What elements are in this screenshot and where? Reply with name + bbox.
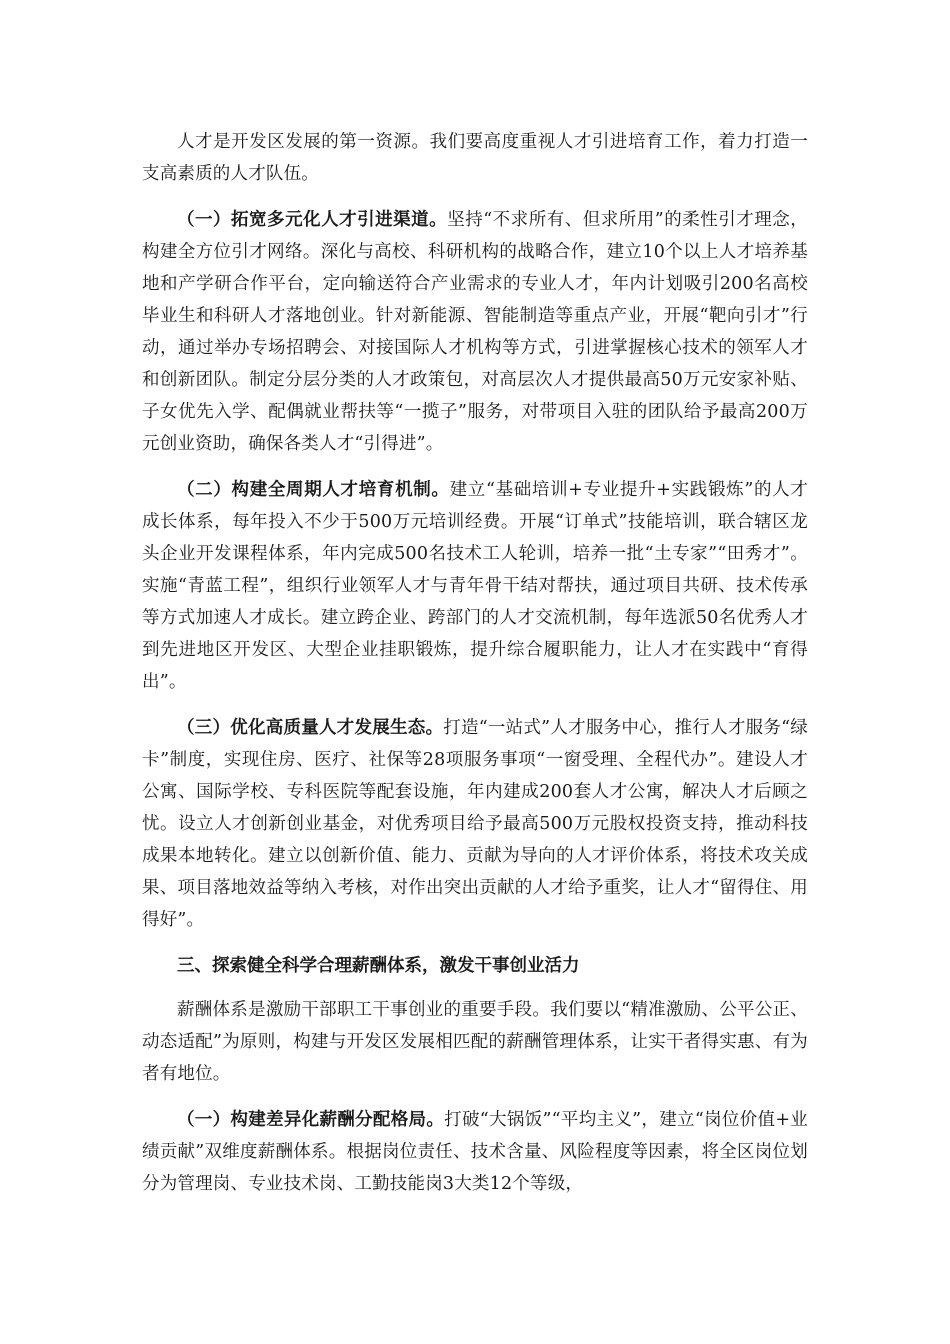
section-salary-distribution-heading: （一）构建差异化薪酬分配格局。 — [177, 1110, 445, 1130]
salary-intro-paragraph — [142, 994, 808, 1090]
section-talent-training-paragraph — [142, 474, 808, 698]
salary-intro-text: 薪酬体系是激励干部职工干事创业的重要手段。我们要以“精准激励、公平公正、动态适配”为原则，构建与开发区发展相匹配的薪酬管理体系，让实干者得实惠、有为者有地位。 — [142, 1000, 808, 1084]
section-talent-recruitment-text: 坚持“不求所有、但求所用”的柔性引才理念，构建全方位引才网络。深化与高校、科研机构的战略合作，建立10个以上人才培养基地和产学研合作平台，定向输送符合产业需求的专业人才，年内计划吸引200名高校毕业生和科研人才落地创业。针对新能源、智能制造等重点产业，开展“靶向引才”行动，通过举办专场招聘会、对接国际人才机构等方式，引进掌握核心技术的领军人才和创新团队。制定分层分类的人才政策包，对高层次人才提供最高50万元安家补贴、子女优先入学、配偶就业帮扶等“一揽子”服务，对带项目入驻的团队给予最高200万元创业资助，确保各类人才“引得进”。 — [142, 210, 809, 454]
section-talent-ecology-text: 打造“一站式”人才服务中心，推行人才服务“绿卡”制度，实现住房、医疗、社保等28项服务事项“一窗受理、全程代办”。建设人才公寓、国际学校、专科医院等配套设施，年内建成200套人才公寓，解决人才后顾之忧。设立人才创新创业基金，对优秀项目给予最高500万元股权投资支持，推动科技成果本地转化。建立以创新价值、能力、贡献为导向的人才评价体系，将技术攻关成果、项目落地效益等纳入考核，对作出突出贡献的人才给予重奖，让人才“留得住、用得好”。 — [142, 718, 808, 930]
intro-paragraph — [142, 126, 808, 190]
section-talent-ecology-paragraph — [142, 712, 808, 936]
section-talent-training-text: 建立“基础培训+专业提升+实践锻炼”的人才成长体系，每年投入不少于500万元培训经费。开展“订单式”技能培训，联合辖区龙头企业开发课程体系，年内完成500名技术工人轮训，培养一批“土专家”“田秀才”。实施“青蓝工程”，组织行业领军人才与青年骨干结对帮扶，通过项目共研、技术传承等方式加速人才成长。建立跨企业、跨部门的人才交流机制，每年选派50名优秀人才到先进地区开发区、大型企业挂职锻炼，提升综合履职能力，让人才在实践中“育得出”。 — [142, 480, 809, 692]
section-talent-training-heading: （二）构建全周期人才培育机制。 — [177, 480, 450, 500]
section-talent-recruitment-heading: （一）拓宽多元化人才引进渠道。 — [177, 210, 448, 230]
section-salary-distribution-text: 打破“大锅饭”“平均主义”，建立“岗位价值+业绩贡献”双维度薪酬体系。根据岗位责任、技术含量、风险程度等因素，将全区岗位划分为管理岗、专业技术岗、工勤技能岗3大类12个等级， — [142, 1110, 808, 1194]
intro-text: 人才是开发区发展的第一资源。我们要高度重视人才引进培育工作，着力打造一支高素质的人才队伍。 — [142, 132, 808, 184]
section-talent-recruitment-paragraph — [142, 204, 808, 460]
section-salary-distribution-paragraph — [142, 1104, 808, 1200]
section-talent-ecology-heading: （三）优化高质量人才发展生态。 — [177, 718, 444, 738]
chapter-three-heading: 三、探索健全科学合理薪酬体系，激发干事创业活力 — [177, 956, 580, 976]
